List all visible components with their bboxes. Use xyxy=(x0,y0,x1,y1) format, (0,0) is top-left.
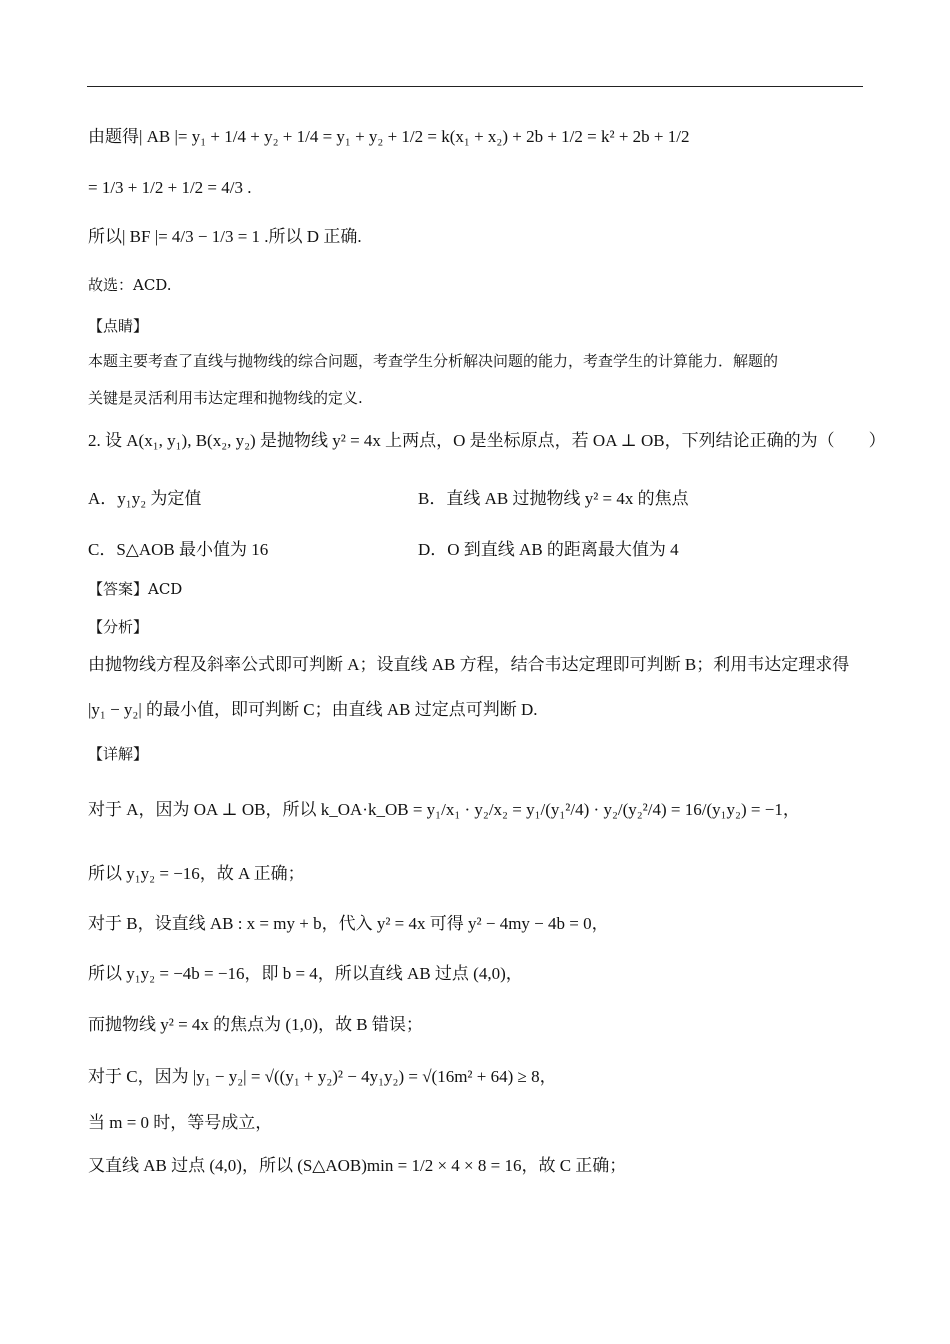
detail-line-8: 又直线 AB 过点 (4,0)，所以 (S△AOB)min = 1/2 × 4 × 8 = 16，故 C 正确； xyxy=(88,1156,627,1175)
analysis-heading: 【分析】 xyxy=(88,618,149,636)
dianjing-para-2: 关键是灵活利用韦达定理和抛物线的定义. xyxy=(88,389,363,407)
prev-line-3: 所以| BF |= 4/3 − 1/3 = 1 .所以 D 正确. xyxy=(88,227,362,246)
prev-line-1: 由题得| AB |= y₁ + 1/4 + y₂ + 1/4 = y₁ + y₂ + 1/2 = k(x₁ + x₂) + 2b + 1/2 = k² + 2b + 1/2 xyxy=(88,127,690,146)
option-b: B．直线 AB 过抛物线 y² = 4x 的焦点 xyxy=(418,489,689,508)
analysis-para-2: |y₁ − y₂| 的最小值，即可判断 C；由直线 AB 过定点可判断 D. xyxy=(88,700,538,719)
detail-line-3: 对于 B，设直线 AB : x = my + b，代入 y² = 4x 可得 y² − 4my − 4b = 0， xyxy=(88,914,609,933)
detail-line-6: 对于 C，因为 |y₁ − y₂| = √((y₁ + y₂)² − 4y₁y₂) = √(16m² + 64) ≥ 8， xyxy=(88,1067,557,1086)
prev-conclusion: 故选：ACD. xyxy=(88,276,172,294)
dianjing-para-1: 本题主要考查了直线与抛物线的综合问题，考查学生分析解决问题的能力，考查学生的计算能力．解题的 xyxy=(88,352,779,370)
option-c: C．S△AOB 最小值为 16 xyxy=(88,540,269,559)
dianjing-heading: 【点睛】 xyxy=(88,317,149,335)
detail-heading: 【详解】 xyxy=(88,745,149,763)
header-rule xyxy=(87,86,863,87)
answer-heading: 【答案】ACD xyxy=(88,580,183,598)
detail-line-5: 而抛物线 y² = 4x 的焦点为 (1,0)，故 B 错误； xyxy=(88,1015,423,1034)
detail-line-1: 对于 A，因为 OA ⊥ OB，所以 k_OA·k_OB = y₁/x₁ · y₂/x₂ = y₁/(y₁²/4) · y₂/(y₂²/4) = 16/(y₁y₂) = −1， xyxy=(88,800,800,819)
detail-line-4: 所以 y₁y₂ = −4b = −16，即 b = 4，所以直线 AB 过点 (4,0)， xyxy=(88,964,523,983)
question-stem: 2. 设 A(x₁, y₁), B(x₂, y₂) 是抛物线 y² = 4x 上两点，O 是坐标原点，若 OA ⊥ OB，下列结论正确的为（ ） xyxy=(88,431,886,450)
prev-line-2: = 1/3 + 1/2 + 1/2 = 4/3 . xyxy=(88,178,252,197)
detail-line-7: 当 m = 0 时，等号成立， xyxy=(88,1113,273,1132)
detail-line-2: 所以 y₁y₂ = −16，故 A 正确； xyxy=(88,864,305,883)
option-a: A．y₁y₂ 为定值 xyxy=(88,489,202,508)
option-d: D．O 到直线 AB 的距离最大值为 4 xyxy=(418,540,679,559)
analysis-para-1: 由抛物线方程及斜率公式即可判断 A；设直线 AB 方程，结合韦达定理即可判断 B；利用韦达定理求得 xyxy=(88,655,850,674)
